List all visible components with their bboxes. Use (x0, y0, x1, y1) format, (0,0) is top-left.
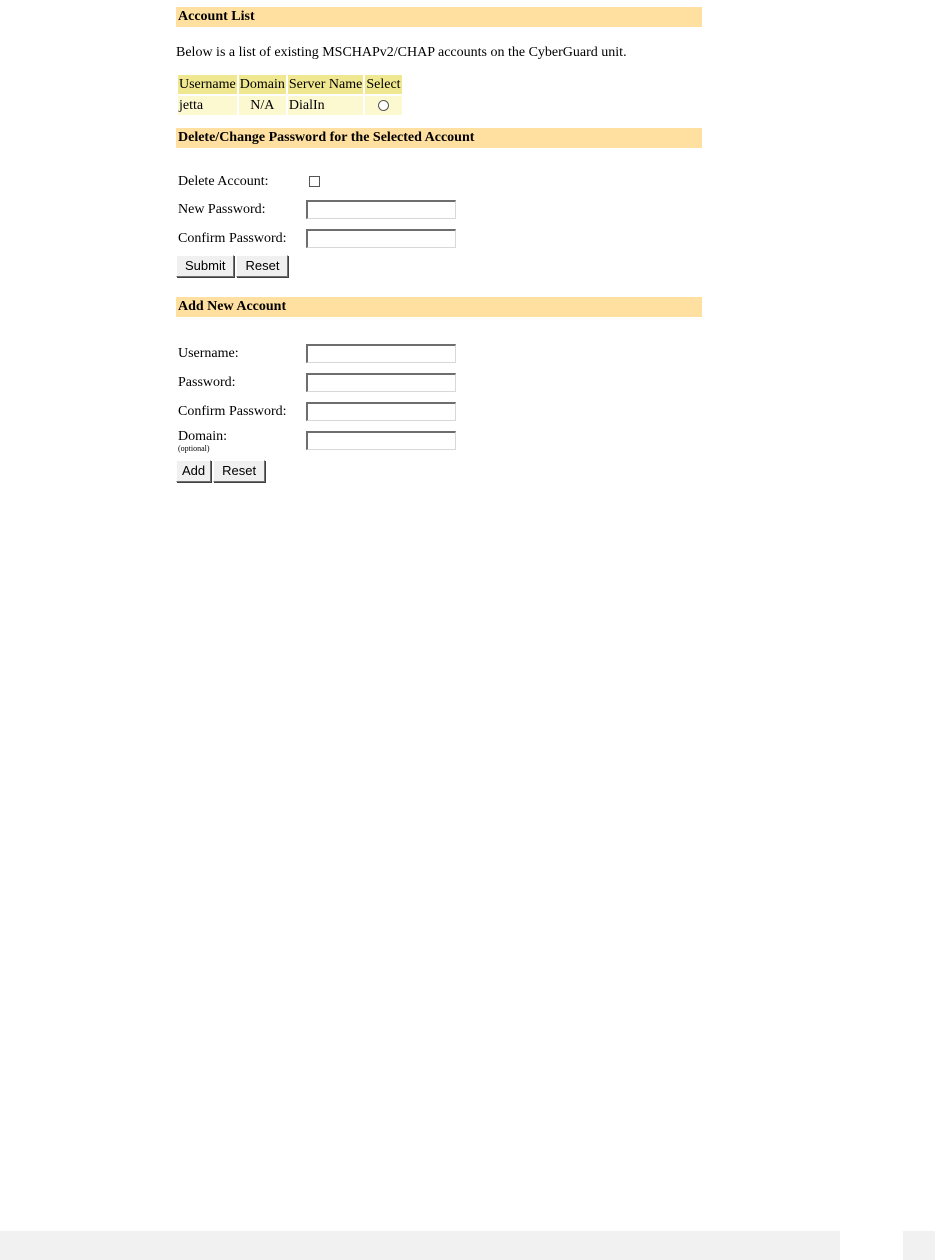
username-input[interactable] (306, 344, 456, 363)
scrollbar-corner (903, 1231, 935, 1260)
add-account-form (176, 339, 702, 482)
domain-optional-note: (optional) (178, 444, 210, 453)
add-confirm-password-label: Confirm Password: (178, 403, 287, 419)
table-row (178, 96, 402, 115)
cell-server-name: DialIn (288, 96, 363, 115)
account-list-intro: Below is a list of existing MSCHAPv2/CHAP accounts on the CyberGuard unit. (176, 45, 627, 60)
reset-add-button[interactable]: Reset (213, 460, 265, 482)
domain-label: Domain: (178, 429, 227, 444)
delete-account-checkbox[interactable] (309, 176, 320, 187)
select-account-radio[interactable] (378, 100, 389, 111)
add-account-header: Add New Account (176, 297, 702, 317)
column-header-username: Username (178, 75, 237, 94)
add-button[interactable]: Add (176, 460, 211, 482)
column-header-server-name: Server Name (288, 75, 363, 94)
domain-label-wrap (176, 429, 306, 453)
change-password-form (176, 168, 702, 277)
domain-input[interactable] (306, 431, 456, 450)
password-input[interactable] (306, 373, 456, 392)
account-list-header: Account List (176, 7, 702, 27)
password-label: Password: (178, 374, 236, 390)
confirm-password-input[interactable] (306, 229, 456, 248)
confirm-password-label: Confirm Password: (178, 230, 287, 246)
table-header-row (178, 75, 402, 94)
reset-change-button[interactable]: Reset (236, 255, 288, 277)
cell-domain: N/A (239, 96, 286, 115)
horizontal-scrollbar-track[interactable] (0, 1231, 840, 1260)
delete-account-label: Delete Account: (178, 173, 269, 189)
cell-username: jetta (178, 96, 237, 115)
content (176, 7, 702, 482)
add-confirm-password-input[interactable] (306, 402, 456, 421)
cell-select (365, 96, 401, 115)
username-label: Username: (178, 345, 239, 361)
change-password-header: Delete/Change Password for the Selected Account (176, 128, 702, 148)
new-password-label: New Password: (178, 201, 266, 217)
submit-button[interactable]: Submit (176, 255, 234, 277)
new-password-input[interactable] (306, 200, 456, 219)
column-header-select: Select (365, 75, 401, 94)
column-header-domain: Domain (239, 75, 286, 94)
accounts-table (176, 73, 404, 117)
